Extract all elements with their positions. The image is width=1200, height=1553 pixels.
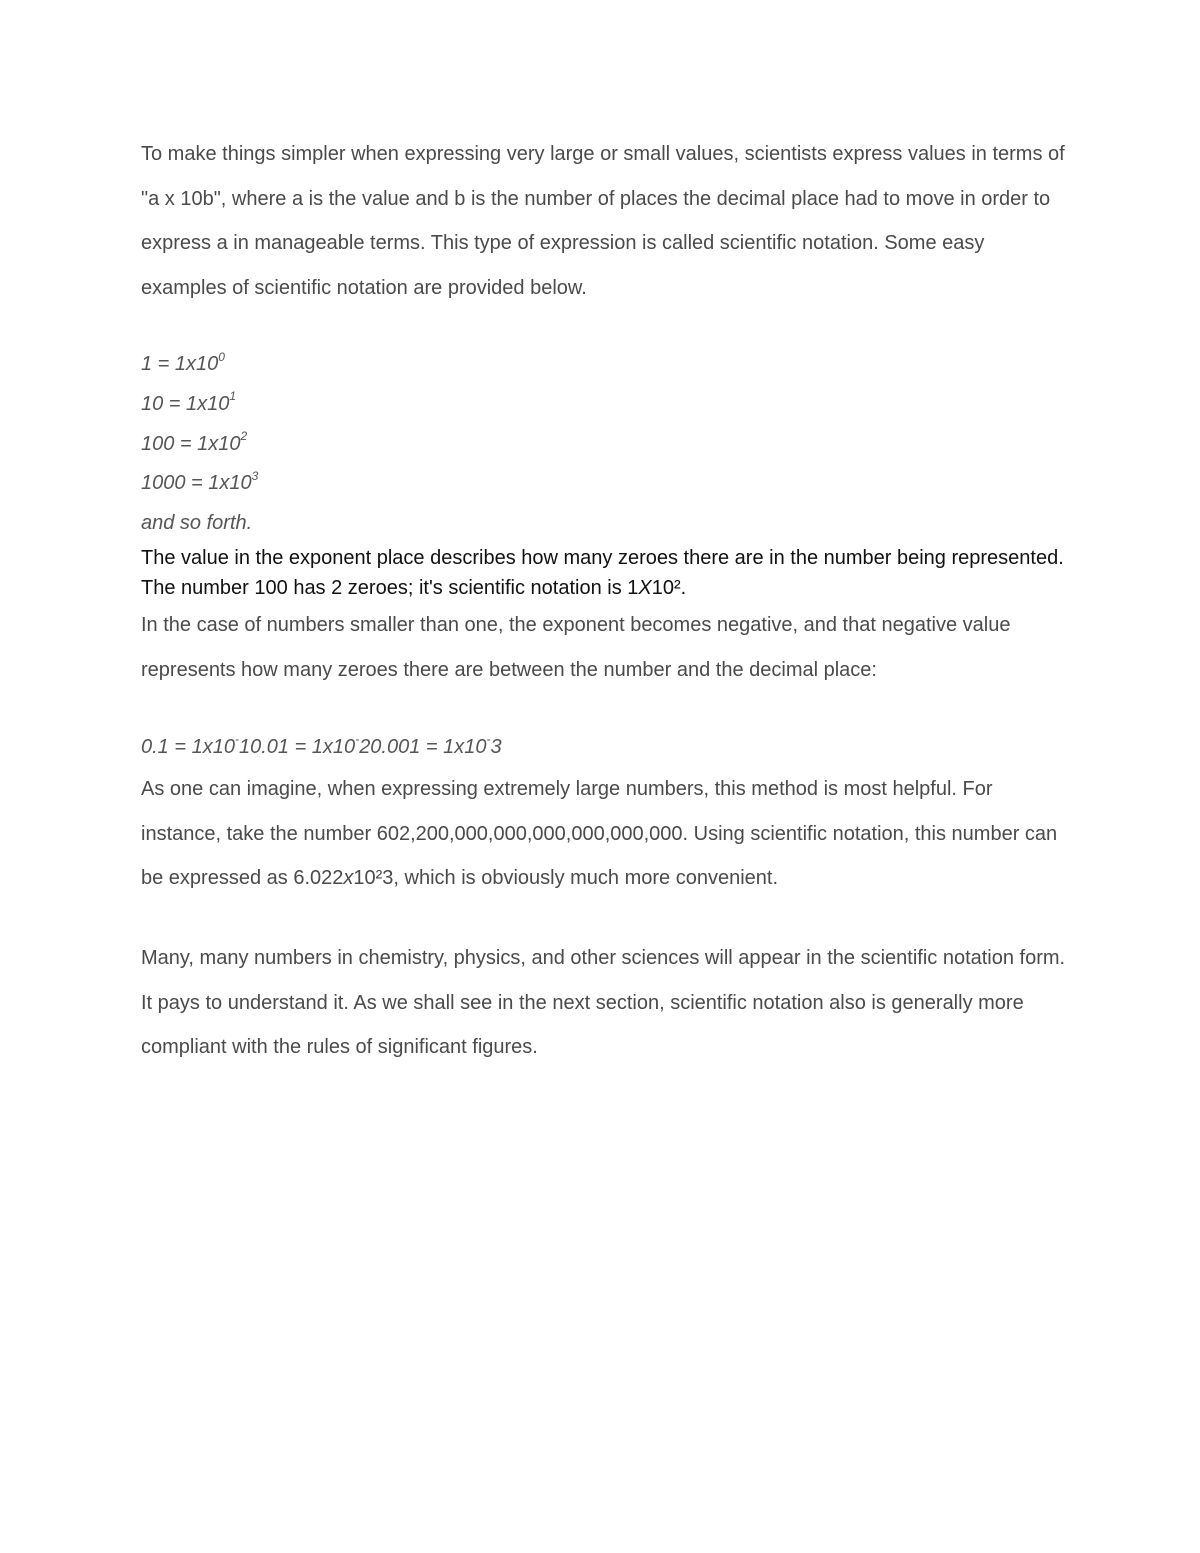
neg-example-4: 3 — [490, 735, 502, 758]
intro-paragraph: To make things simpler when expressing very large or small values, scientists express values in terms of "a x 10b", where a is the value and b is the number of places the decimal place had to move in order to express a in manageable terms. This type of expression is called scientific notation. Some easy examples of scientific notation are provided below. — [141, 143, 1065, 299]
spacer — [141, 693, 1071, 728]
example-line — [141, 345, 1071, 385]
neg-sign: - — [234, 731, 239, 746]
closing-paragraph: Many, many numbers in chemistry, physics, and other sciences will appear in the scientific notation form. It pays to understand it. As we shall see in the next section, scientific notation also is generally more compliant with the rules of significant figures. — [141, 946, 1066, 1059]
negative-examples-line — [141, 728, 1071, 768]
example-line — [141, 464, 1071, 504]
neg-example-3: 20.001 = 1x10 — [359, 735, 487, 758]
exponent-text: The value in the exponent place describes how many zeroes there are in the number being represented. The number 100 has 2 zeroes; it's scientific notation is 1 — [141, 547, 1064, 600]
negative-paragraph: In the case of numbers smaller than one, the exponent becomes negative, and that negative value represents how many zeroes there are between the number and the decimal place: — [141, 614, 1011, 681]
document-body — [141, 132, 1071, 1070]
example-exponent: 2 — [240, 428, 248, 443]
large-numbers-paragraph — [141, 767, 1071, 901]
neg-sign: - — [355, 731, 360, 746]
example-base: 100 = 1x10 — [141, 432, 241, 455]
spacer — [141, 310, 1071, 345]
large-numbers-text: As one can imagine, when expressing extremely large numbers, this method is most helpful. For instance, take the number 602,200,000,000,000,000,000,000. Using scientific notation, this number can be expressed as 6.022 — [141, 778, 1058, 890]
spacer — [141, 901, 1071, 936]
example-base: 10 = 1x10 — [141, 392, 230, 415]
example-exponent: 1 — [229, 389, 237, 404]
times-symbol: X — [638, 577, 652, 600]
exponent-value: 10² — [651, 577, 681, 600]
example-base: 1 = 1x10 — [141, 353, 219, 376]
times-symbol: x — [343, 867, 354, 890]
example-line — [141, 385, 1071, 425]
examples-list — [141, 345, 1071, 543]
exponent-paragraph — [141, 543, 1071, 603]
neg-example-1: 0.1 = 1x10 — [141, 735, 235, 758]
example-base: 1000 = 1x10 — [141, 472, 252, 495]
large-numbers-text-end: 10²3, which is obviously much more convenient. — [353, 867, 779, 890]
neg-sign: - — [486, 731, 491, 746]
example-exponent: 3 — [251, 468, 259, 483]
example-line — [141, 425, 1071, 465]
examples-suffix: and so forth. — [141, 511, 253, 534]
example-exponent: 0 — [218, 349, 225, 364]
period: . — [680, 577, 687, 600]
neg-example-2: 10.01 = 1x10 — [238, 735, 356, 758]
